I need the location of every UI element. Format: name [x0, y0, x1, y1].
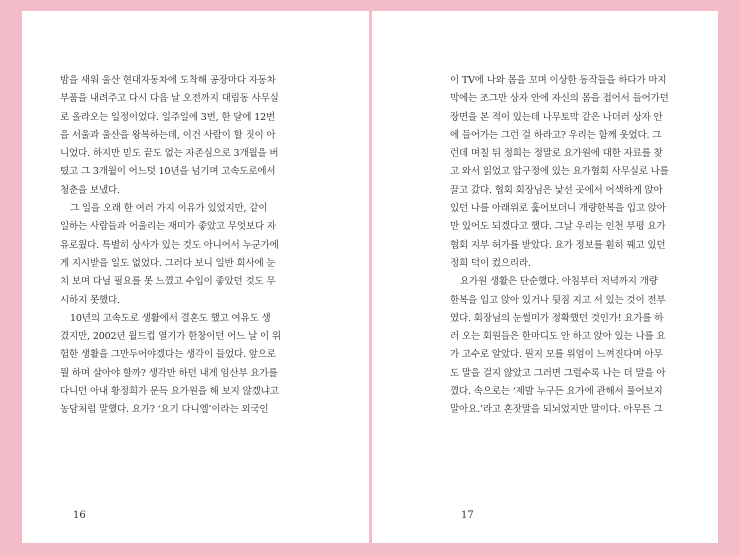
- text-line: 니었다. 하지만 믿도 끝도 없는 자존심으로 3개월을 버: [60, 148, 279, 160]
- text-line: 에 들어가는 그런 걸 하라고? 우리는 함께 웃었다. 그: [450, 129, 662, 141]
- text-line: 로 올라오는 일정이었다. 일주일에 3번, 한 달에 12번: [60, 111, 276, 123]
- text-line: 게 지시받을 일도 없었다. 그러다 보니 일반 회사에 눈: [60, 257, 276, 269]
- text-line: 정희 덕이 컸으리라.: [450, 257, 531, 269]
- text-line: 10년의 고속도로 생활에서 결혼도 했고 여유도 생: [70, 312, 271, 324]
- paragraph: [60, 200, 326, 310]
- text-line: 도 말을 걸지 않았고 그러면 그럴수록 나는 더 말을 아: [450, 367, 666, 379]
- page-number: 17: [461, 510, 474, 521]
- paragraph: [60, 72, 326, 200]
- text-line: 고 와서 읽었고 압구정에 있는 요가협회 사무실로 나를: [450, 166, 669, 178]
- text-line: 험한 생활을 그만두어야겠다는 생각이 들었다. 앞으로: [60, 349, 276, 361]
- text-line: 협회 지부 허가를 받았다. 요가 정보를 훤히 꿰고 있던: [450, 239, 666, 251]
- paragraph: [450, 273, 684, 419]
- paragraph: [450, 72, 684, 273]
- text-line: 있던 나를 아래위로 훑어보더니 개량한복을 입고 앉아: [450, 203, 666, 215]
- text-line: 가 고수로 알았다. 뭔지 모를 위엄이 느껴진다며 아무: [450, 349, 663, 361]
- text-line: 끌고 갔다. 협회 회장님은 낯선 곳에서 어색하게 앉아: [450, 184, 663, 196]
- text-line: 막에는 조그만 상자 안에 자신의 몸을 접어서 들어가던: [450, 93, 669, 105]
- text-line: 텼고 그 3개월이 어느덧 10년을 넘기며 고속도로에서: [60, 166, 276, 178]
- text-line: 장면을 본 적이 있는데 나무토막 같은 나더러 상자 안: [450, 111, 663, 123]
- text-line: 일하는 사람들과 어울리는 재미가 좋았고 무엇보다 자: [60, 221, 276, 233]
- right-page: [372, 11, 718, 543]
- text-line: 치 보며 다닐 필요를 못 느꼈고 수입이 좋았던 것도 무: [60, 276, 276, 288]
- text-line: 뭘 하며 살아야 할까? 생각만 하던 내게 임산부 요가를: [60, 367, 278, 379]
- text-line: 시하지 못했다.: [60, 294, 120, 306]
- text-line: 이 TV에 나와 몸을 꼬며 이상한 동작들을 하다가 마지: [450, 75, 667, 86]
- text-line: 한복을 입고 앉아 있거나 뒷짐 지고 서 있는 것이 전부: [450, 294, 666, 306]
- right-page-body: [450, 72, 684, 420]
- left-page-body: [60, 72, 326, 420]
- text-line: 부품을 내려주고 다시 다음 날 오전까지 대림동 사무실: [60, 93, 279, 105]
- text-line: 겼지만, 2002년 월드컵 열기가 한창이던 어느 날 이 위: [60, 331, 281, 343]
- text-line: 을 서울과 울산을 왕복하는데, 이건 사람이 할 짓이 아: [60, 129, 276, 141]
- text-line: 농담처럼 말했다. 요가? ‘요기 다니엘’이라는 외국인: [60, 404, 269, 416]
- left-page: [22, 11, 369, 543]
- text-line: 다니던 아내 황정희가 문득 요가원을 해 보지 않겠냐고: [60, 386, 279, 398]
- paragraph: [60, 310, 326, 420]
- text-line: 그 일을 오래 한 여러 가지 이유가 있었지만, 같이: [70, 203, 268, 215]
- page-number: 16: [73, 510, 86, 521]
- text-line: 런데 며칠 뒤 정희는 정말로 요가원에 대한 자료를 찾: [450, 148, 663, 160]
- text-line: 밤을 새워 울산 현대자동차에 도착해 공장마다 자동차: [60, 75, 276, 86]
- text-line: 였다. 회장님의 눈썰미가 정확했던 것인가! 요가를 하: [450, 312, 664, 324]
- text-line: 요가원 생활은 단순했다. 아침부터 저녁까지 개량: [460, 276, 658, 288]
- text-line: 러 오는 회원들은 한마디도 안 하고 앉아 있는 나를 요: [450, 331, 666, 343]
- text-line: 만 있어도 되겠다고 했다. 그날 우리는 인천 부평 요가: [450, 221, 666, 233]
- text-line: 꼈다. 속으로는 ‘제발 누구든 요가에 관해서 물어보지: [450, 386, 663, 398]
- text-line: 청춘을 보냈다.: [60, 184, 120, 196]
- text-line: 말아요.’라고 혼잣말을 되뇌었지만 말이다. 아무튼 그: [450, 404, 663, 416]
- text-line: 유로웠다. 특별히 상사가 있는 것도 아니어서 누군가에: [60, 239, 279, 251]
